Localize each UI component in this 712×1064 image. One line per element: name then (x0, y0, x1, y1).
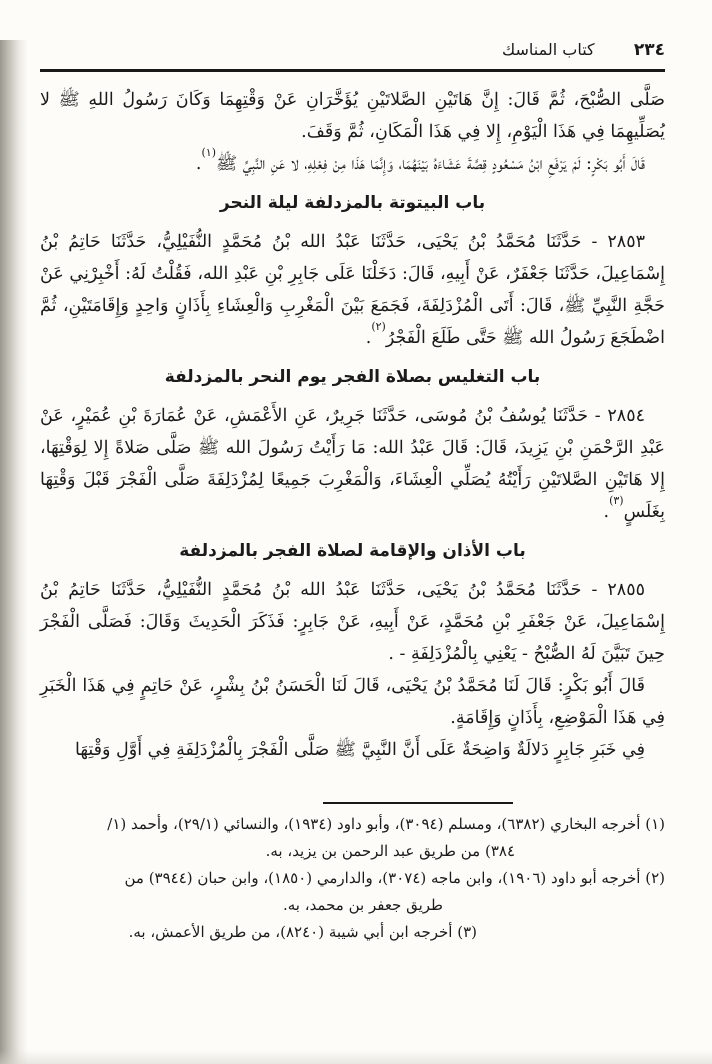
paragraph-continuation: صَلَّى الصُّبْحَ، ثُمَّ قَالَ: إِنَّ هَاتَيْنِ الصَّلاتَيْنِ يُؤَخَّرَانِ عَنْ وَقْتِهِمَا وَكَانَ رَسُولُ اللهِ ﷺ لا يُصَلِّيهِمَا فِي هَذَا الْيَوْمِ، إِلا فِي هَذَا الْمَكَانِ، ثُمَّ وَقَفَ. (40, 89, 665, 142)
footnote-3: (٣) أخرجه ابن أبي شيبة (٨٢٤٠)، من طريق الأعمش، به. (128, 922, 477, 941)
chapter-heading-2: باب التغليس بصلاة الفجر يوم النحر بالمزدلفة (164, 366, 541, 387)
running-title: كتاب المناسك (502, 40, 595, 59)
paragraph-text: ٢٨٥٣ - حَدَّثَنَا مُحَمَّدُ بْنُ يَحْيَى، حَدَّثَنَا عَبْدُ الله بْنُ مُحَمَّدٍ النُّفَيْلِيُّ، حَدَّثَنَا حَاتِمُ بْنُ إِسْمَاعِيلَ، حَدَّثَنَا جَعْفَرٌ، عَنْ أَبِيهِ، قَالَ: دَخَلْنَا عَلَى جَابِرِ بْنِ عَبْدِ الله، فَقُلْتُ لَهُ: أَخْبِرْنِي عَنْ حَجَّةِ النَّبِيِّ ﷺ، قَالَ: أَتَى الْمُزْدَلِفَةَ، فَجَمَعَ بَيْنَ الْمَغْرِبِ وَالْعِشَاءِ بِأَذَانٍ وَاحِدٍ وَإِقَامَتَيْنِ، ثُمَّ اضْطَجَعَ رَسُولُ الله ﷺ حَتَّى طَلَعَ الْفَجْرُ (40, 231, 665, 348)
footnote-ref-2: (٢) (371, 319, 386, 333)
paragraph-text: قَالَ أَبُو بَكْرٍ: لَمْ يَرْفَعِ ابْنُ مَسْعُودٍ قِصَّةَ عَشَاءَهُ بَيْنَهُمَا، وَإِنَّمَا هَذَا مِنْ فِعْلِهِ، لا عَنِ النَّبِيِّ ﷺ (216, 153, 645, 174)
chapter-heading-3: باب الأذان والإقامة لصلاة الفجر بالمزدلفة (179, 540, 526, 561)
paragraph-hadith-2853 (40, 226, 665, 354)
footnote-1-line-2: ٣٨٤) من طريق عبد الرحمن بن يزيد، به. (265, 841, 515, 860)
footnote-1-line-1: (١) أخرجه البخاري (٦٣٨٢)، ومسلم (٣٠٩٤)، وأبو داود (١٩٣٤)، والنسائي (٢٩/١)، وأحمد (١/ (107, 814, 665, 833)
sentence-period: . (365, 327, 372, 348)
paragraph-abu-bakr-comment-1 (40, 145, 665, 180)
footnote-ref-1: (١) (201, 145, 216, 159)
sentence-period: . (603, 501, 610, 522)
page-header (40, 40, 665, 60)
chapter-heading-1: باب البيتوتة بالمزدلفة ليلة النحر (219, 192, 486, 213)
paragraph-author-note: فِي خَبَرِ جَابِرٍ دَلالَةٌ وَاضِحَةٌ عَلَى أَنَّ النَّبِيَّ ﷺ صَلَّى الْفَجْرَ بِالْمُزْدَلِفَةِ فِي أَوَّلِ وَقْتِهَا (75, 739, 645, 760)
footnote-separator-rule (323, 802, 513, 804)
footnote-2-line-2: طريق جعفر بن محمد، به. (282, 895, 443, 914)
sentence-period: . (195, 153, 202, 174)
paragraph-hadith-2855: ٢٨٥٥ - حَدَّثَنَا مُحَمَّدُ بْنُ يَحْيَى، حَدَّثَنَا عَبْدُ الله بْنُ مُحَمَّدٍ النُّفَيْلِيُّ، حَدَّثَنَا حَاتِمُ بْنُ إِسْمَاعِيلَ، عَنْ جَعْفَرِ بْنِ مُحَمَّدٍ، عَنْ أَبِيهِ، عَنْ جَابِرٍ: فَذَكَرَ الْحَدِيثَ وَقَالَ: فَصَلَّى الْفَجْرَ حِينَ تَبَيَّنَ لَهُ الصُّبْحُ - يَعْنِي بِالْمُزْدَلِفَةِ - . (40, 579, 665, 664)
paragraph-hadith-2854 (40, 400, 665, 528)
page-number: ٢٣٤ (633, 40, 665, 60)
book-page (0, 40, 712, 1064)
footnote-2-line-1: (٢) أخرجه أبو داود (١٩٠٦)، وابن ماجه (٣٠٧٤)، والدارمي (١٨٥٠)، وابن حبان (٣٩٤٤) من (124, 868, 665, 887)
footnotes-section (40, 802, 665, 946)
footnote-ref-3: (٣) (609, 493, 624, 507)
paragraph-abu-bakr-comment-2: قَالَ أَبُو بَكْرٍ: قَالَ لَنَا مُحَمَّدُ بْنُ يَحْيَى، قَالَ لَنَا الْحَسَنُ بْنُ بِشْرٍ، عَنْ حَاتِمٍ فِي هَذَا الْخَبَرِ فِي هَذَا الْمَوْضِعِ، بِأَذَانٍ وَإِقَامَةٍ. (40, 675, 665, 728)
paragraph-text: ٢٨٥٤ - حَدَّثَنَا يُوسُفُ بْنُ مُوسَى، حَدَّثَنَا جَرِيرٌ، عَنِ الأَعْمَشِ، عَنْ عُمَارَةَ بْنِ عُمَيْرٍ، عَنْ عَبْدِ الرَّحْمَنِ بْنِ يَزِيدَ، قَالَ: قَالَ عَبْدُ الله: مَا رَأَيْتُ رَسُولَ الله ﷺ صَلَّى صَلاةً إِلا لِوَقْتِهَا، إِلا هَاتَيْنِ الصَّلاتَيْنِ رَأَيْتُهُ يُصَلِّي الْعِشَاءَ، وَالْمَغْرِبَ جَمِيعًا لِمُزْدَلِفَةَ صَلَّى الْفَجْرَ قَبْلَ وَقْتِهَا بِغَلَسٍ (40, 405, 665, 522)
main-text (40, 72, 665, 766)
